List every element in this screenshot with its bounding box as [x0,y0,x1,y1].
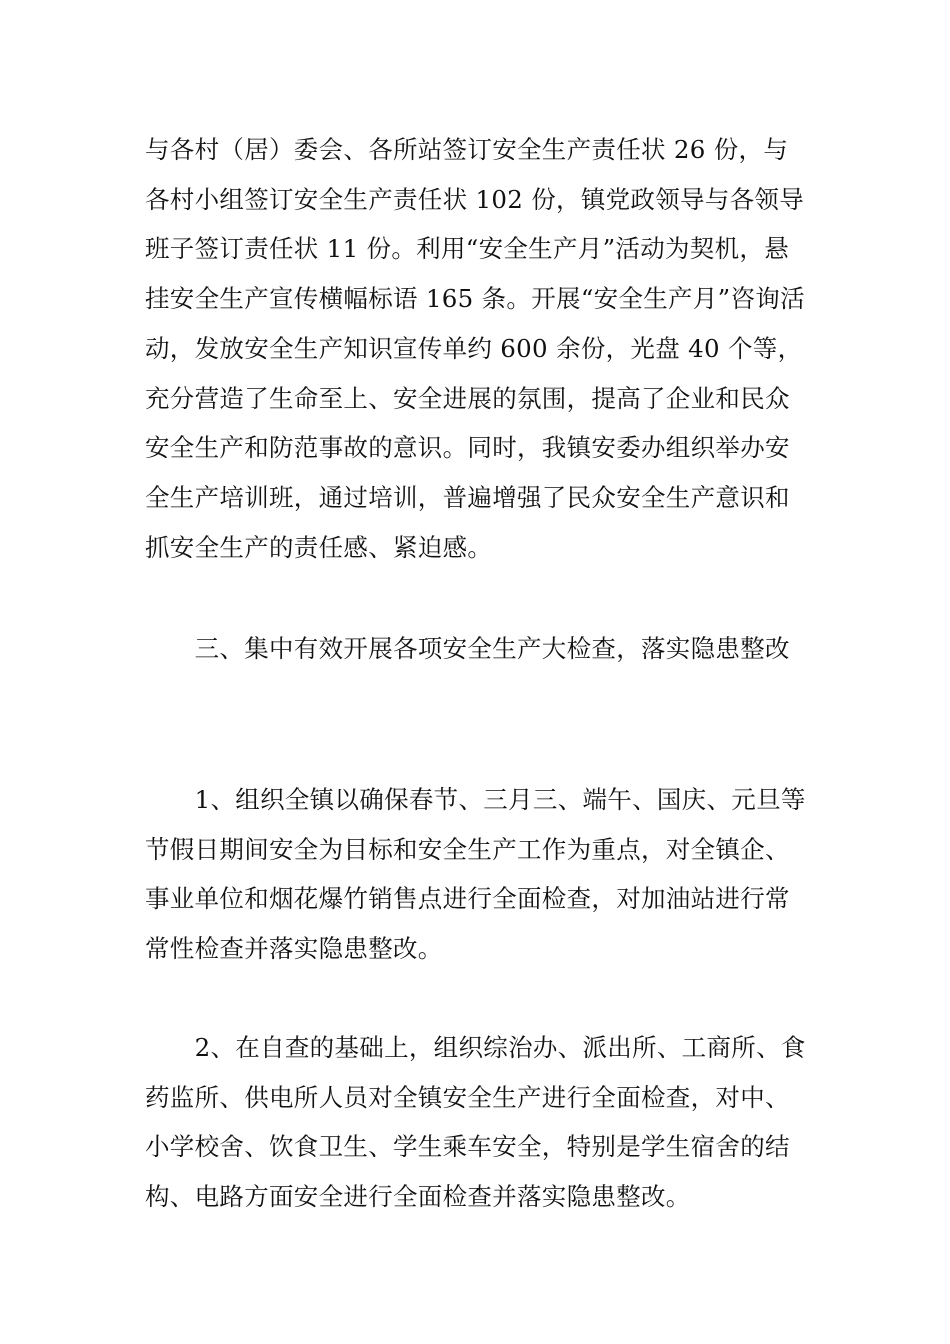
paragraph-item-2: 2、在自查的基础上，组织综治办、派出所、工商所、食药监所、供电所人员对全镇安全生产进行全面检查，对中、小学校舍、饮食卫生、学生乘车安全，特别是学生宿舍的结构、电路方面安全进行全面检查并落实隐患整改。 [145,1033,806,1212]
section-heading-three: 三、集中有效开展各项安全生产大检查，落实隐患整改 [145,634,790,663]
paragraph-item-1: 1、组织全镇以确保春节、三月三、端午、国庆、元旦等节假日期间安全为目标和安全生产工作为重点，对全镇企、事业单位和烟花爆竹销售点进行全面检查，对加油站进行常常性检查并落实隐患整改。 [145,785,806,964]
paragraph-continuation: 与各村（居）委会、各所站签订安全生产责任状 26 份，与各村小组签订安全生产责任状 102 份，镇党政领导与各领导班子签订责任状 11 份。利用“安全生产月”活动为契机，悬挂安全生产宣传横幅标语 165 条。开展“安全生产月”咨询活动，发放安全生产知识宣传单约 600 余份，光盘 40 个等，充分营造了生命至上、安全进展的氛围，提高了企业和民众安全生产和防范事故的意识。同时，我镇安委办组织举办安全生产培训班，通过培训，普遍增强了民众安全生产意识和抓安全生产的责任感、紧迫感。 [145,135,805,562]
